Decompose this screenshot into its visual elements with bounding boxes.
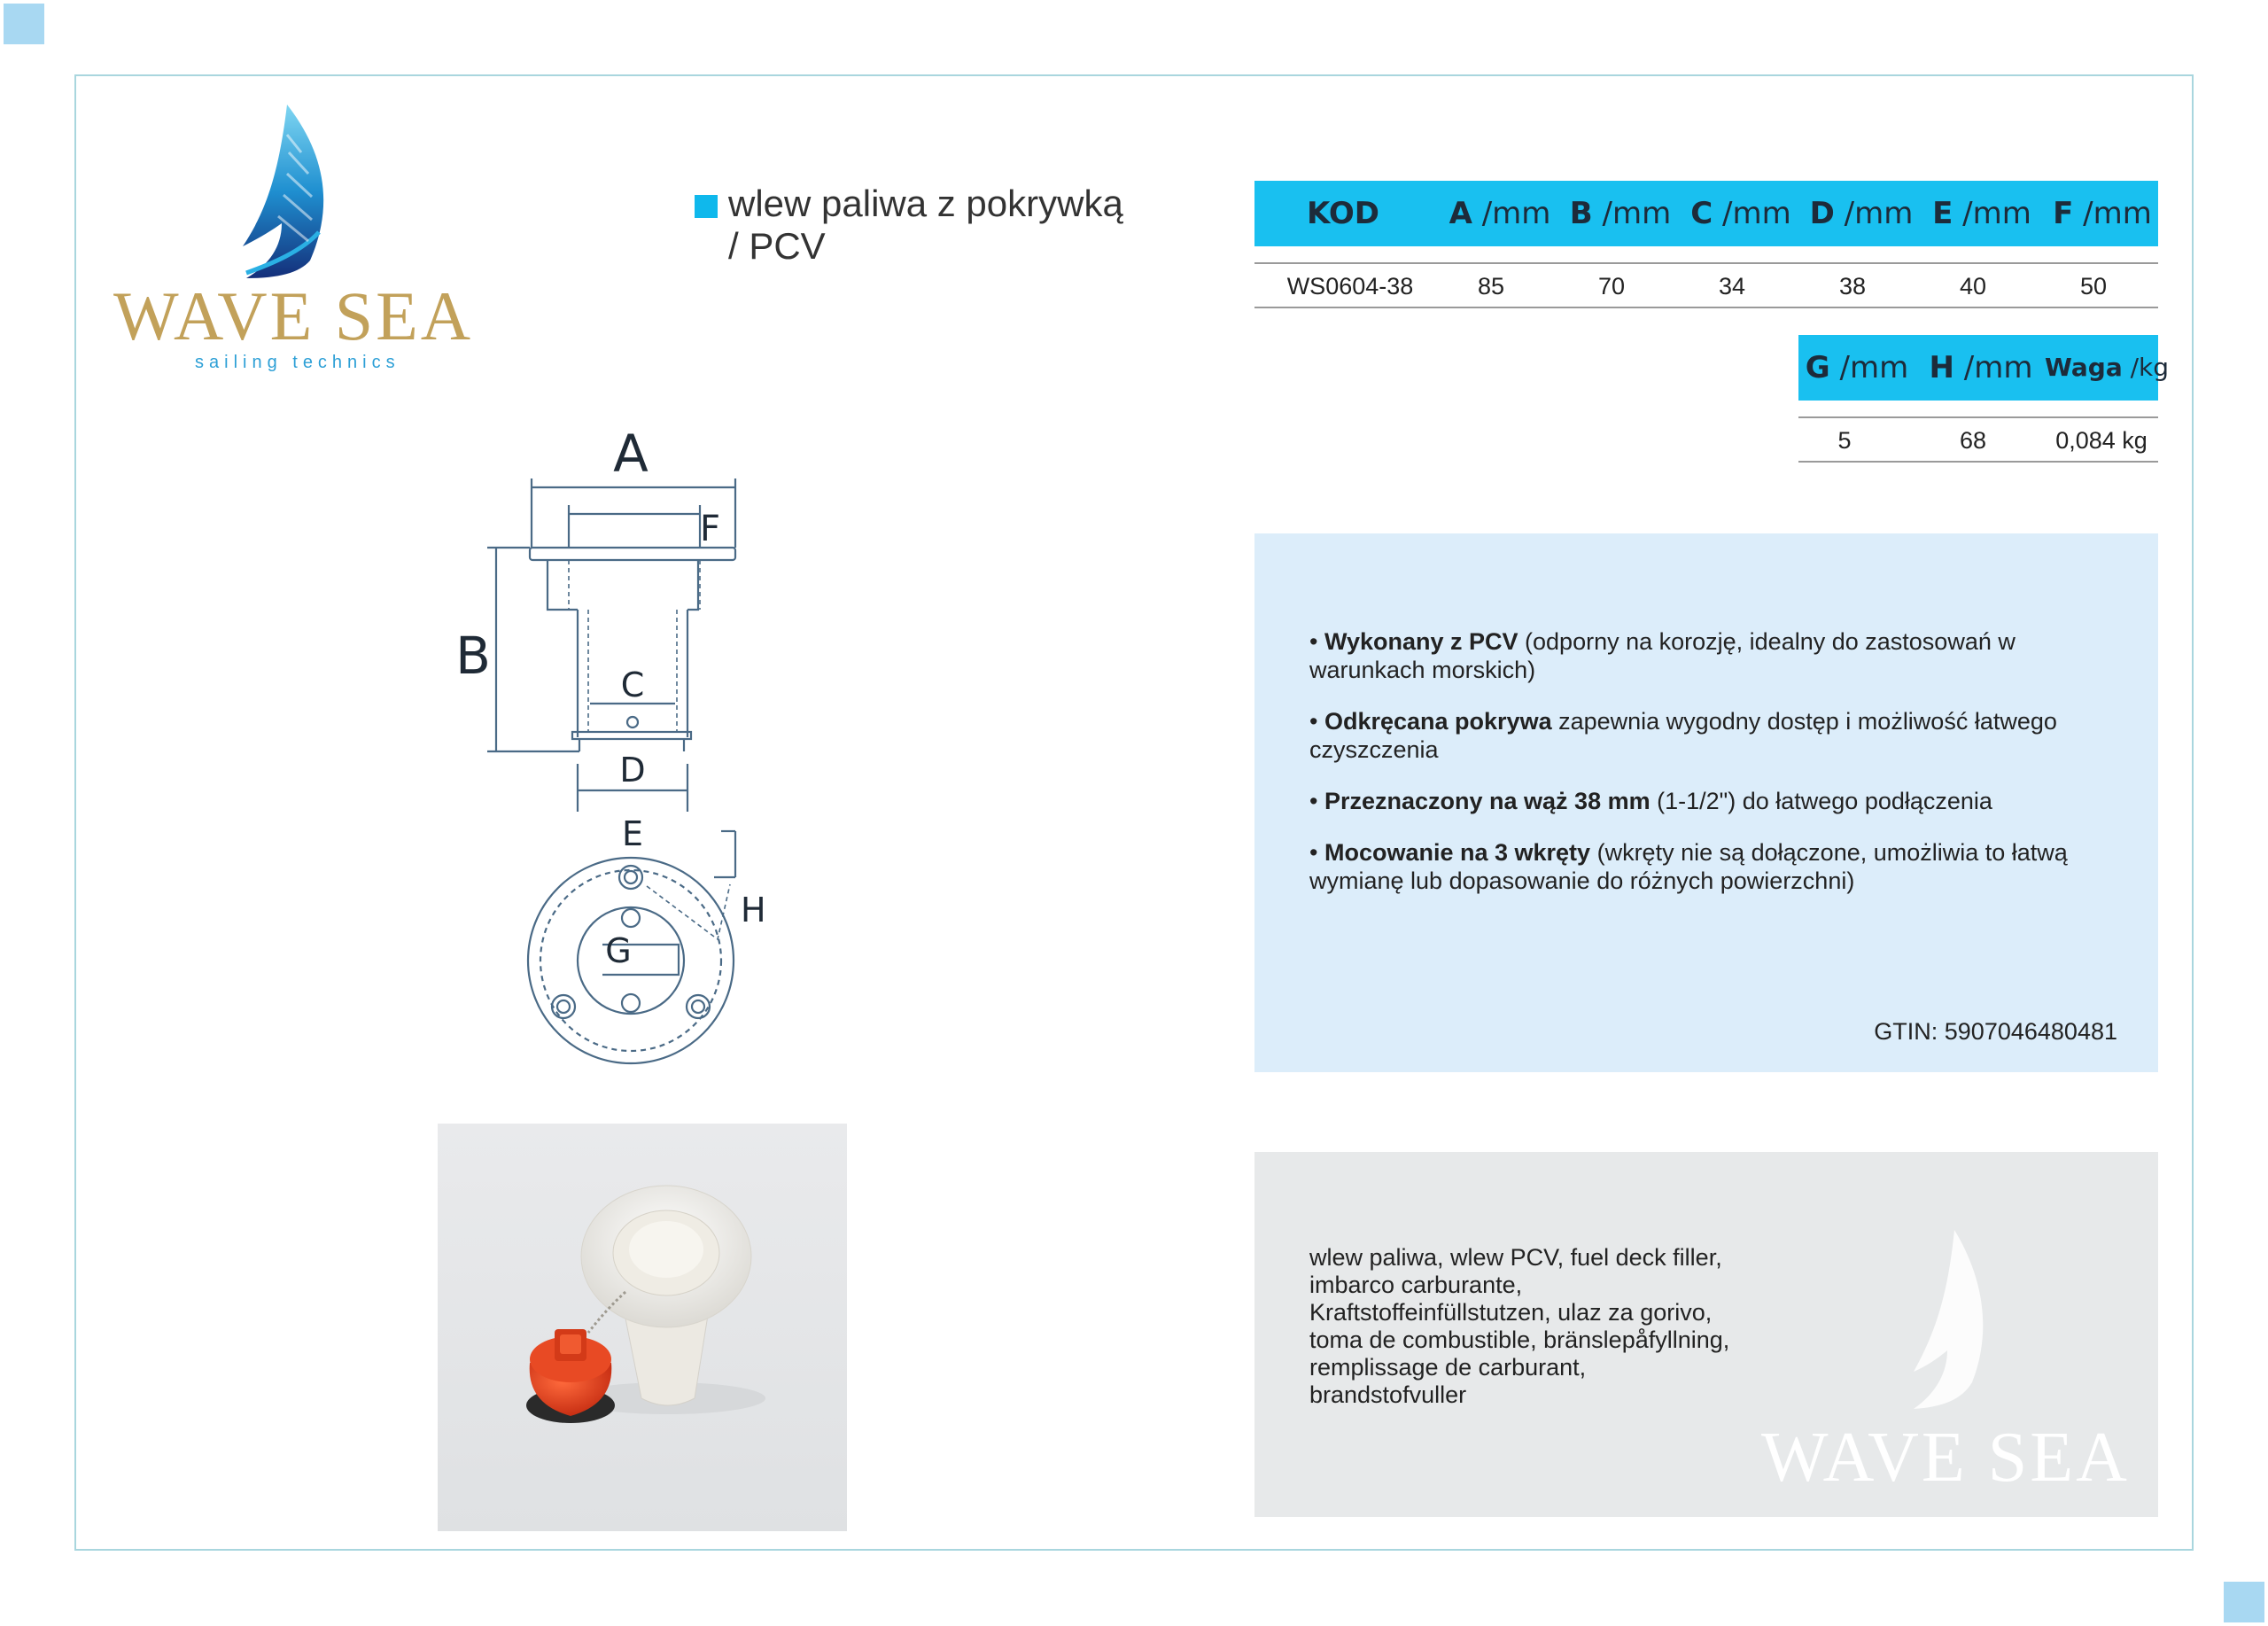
header-a: A /mm <box>1449 196 1551 231</box>
spec-table-1-header <box>1254 181 2158 246</box>
cell-g: 5 <box>1837 427 1852 454</box>
watermark-text: WAVE SEA <box>1761 1419 2130 1497</box>
product-photo <box>438 1124 847 1531</box>
cell-b: 70 <box>1597 273 1626 300</box>
gtin-code: GTIN: 5907046480481 <box>1874 1018 2117 1045</box>
keyword-line: toma de combustible, bränslepåfyllning, <box>1309 1326 1730 1353</box>
keywords-list <box>1309 1244 1806 1409</box>
dim-label-f: F <box>700 509 721 549</box>
header-waga: Waga /kg <box>2045 353 2170 382</box>
keyword-line: wlew paliwa, wlew PCV, fuel deck filler, <box>1309 1244 1722 1271</box>
header-c: C /mm <box>1690 196 1791 231</box>
dim-label-b: B <box>455 626 491 686</box>
corner-marker-top-left <box>4 4 44 44</box>
product-title <box>728 183 1123 268</box>
keyword-line: remplissage de carburant, <box>1309 1354 1587 1381</box>
keyword-line: imbarco carburante, <box>1309 1272 1523 1298</box>
keyword-line: brandstofvuller <box>1309 1381 1467 1408</box>
table-2-bottom-rule <box>1798 461 2158 463</box>
dim-label-h: H <box>741 891 766 930</box>
brand-name: WAVE SEA <box>113 277 474 354</box>
cell-d: 38 <box>1838 273 1867 300</box>
feature-item: • Wykonany z PCV (odporny na korozję, idealny do zastosowań w warunkach morskich) <box>1309 628 2016 683</box>
dim-label-e: E <box>621 814 644 853</box>
product-title-line1: wlew paliwa z pokrywką <box>728 183 1123 224</box>
feature-panel <box>1254 533 2158 1072</box>
technical-drawing <box>434 416 806 1072</box>
dim-label-c: C <box>620 665 645 704</box>
brand-tagline: sailing technics <box>195 353 400 372</box>
cell-h: 68 <box>1959 427 1987 454</box>
cell-e: 40 <box>1959 273 1987 300</box>
feature-item: • Przeznaczony na wąż 38 mm (1-1/2") do łatwego podłączenia <box>1309 788 1992 814</box>
table-1-bottom-rule <box>1254 307 2158 308</box>
product-title-line2: / PCV <box>728 225 826 267</box>
watermark-sail-icon <box>1875 1226 2034 1421</box>
spec-table-2-header <box>1798 335 2170 401</box>
title-marker <box>695 195 718 218</box>
brand-logo <box>113 99 474 374</box>
dim-label-a: A <box>613 424 649 484</box>
header-b: B /mm <box>1569 196 1672 231</box>
dim-label-d: D <box>619 751 646 790</box>
sail-icon <box>113 99 468 285</box>
header-d: D /mm <box>1809 196 1914 231</box>
cell-kod: WS0604-38 <box>1286 273 1414 300</box>
cell-f: 50 <box>2079 273 2108 300</box>
feature-item: • Odkręcana pokrywa zapewnia wygodny dostęp i możliwość łatwego czyszczenia <box>1309 708 2057 763</box>
keyword-line: Kraftstoffeinfüllstutzen, ulaz za gorivo, <box>1309 1299 1713 1326</box>
table-1-top-rule <box>1254 262 2158 264</box>
cell-a: 85 <box>1477 273 1505 300</box>
keywords-panel <box>1254 1152 2158 1517</box>
table-2-top-rule <box>1798 416 2158 418</box>
cell-weight: 0,084 kg <box>2055 427 2148 454</box>
feature-item: • Mocowanie na 3 wkręty (wkręty nie są dołączone, umożliwia to łatwą wymianę lub dopasowanie do różnych powierzchni) <box>1309 839 2068 894</box>
fuel-filler-image <box>438 1124 847 1531</box>
header-f: F /mm <box>2053 196 2152 231</box>
header-h: H /mm <box>1929 350 2033 385</box>
header-g: G /mm <box>1805 350 1909 385</box>
cell-c: 34 <box>1718 273 1746 300</box>
header-kod: KOD <box>1307 196 1379 231</box>
header-e: E /mm <box>1932 196 2031 231</box>
dim-label-g: G <box>605 931 632 970</box>
corner-marker-bottom-right <box>2224 1582 2264 1622</box>
